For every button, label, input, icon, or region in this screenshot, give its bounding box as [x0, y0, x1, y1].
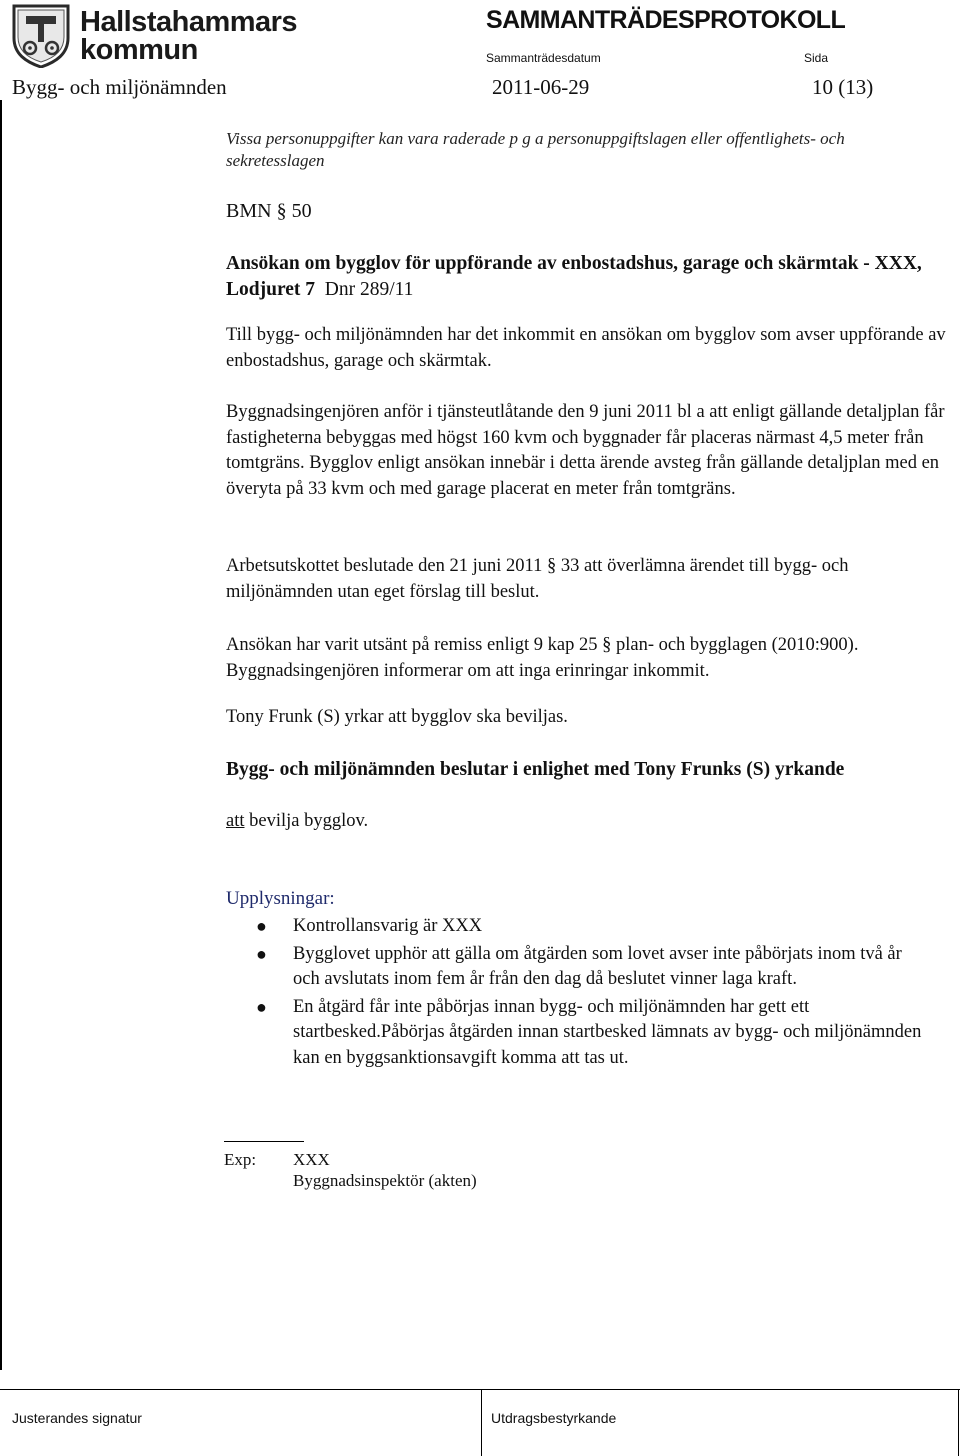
- document-type: SAMMANTRÄDESPROTOKOLL: [486, 6, 846, 34]
- paragraph-working-committee: Arbetsutskottet beslutade den 21 juni 2011 § 33 att överlämna ärendet till bygg- och miljönämnden utan eget förslag till beslut.: [226, 556, 849, 602]
- org-name-line2: kommun: [80, 34, 198, 66]
- distribution-rule: [224, 1141, 304, 1142]
- list-item-text: En åtgärd får inte påbörjas innan bygg- och miljönämnden har gett ett startbesked.Påbörjas åtgärden innan startbesked lämnats av bygg- och miljönämnden kan en byggsanktionsavgift komma att tas ut.: [293, 996, 922, 1068]
- case-title: Ansökan om bygglov för uppförande av enbostadshus, garage och skärmtak - XXX, Lodjuret 7: [226, 253, 922, 300]
- list-item-text: Kontrollansvarig är XXX: [293, 916, 483, 936]
- extract-certification-label: Utdragsbestyrkande: [491, 1410, 617, 1426]
- page-label: Sida: [804, 51, 829, 65]
- list-item: [226, 995, 926, 1072]
- distribution-label: Exp:: [224, 1150, 257, 1169]
- signature-label: Justerandes signatur: [12, 1410, 142, 1426]
- footer-column-divider: [481, 1389, 482, 1456]
- list-item-text: Bygglovet upphör att gälla om åtgärden som lovet avser inte påbörjats inom två år och avslutats inom fem år från den dag då beslutet vinner laga kraft.: [293, 943, 902, 989]
- left-margin-line: [0, 100, 2, 1370]
- footer-divider: [0, 1389, 960, 1390]
- list-item: [226, 914, 926, 940]
- decision-text: bevilja bygglov.: [244, 811, 369, 831]
- distribution-role: Byggnadsinspektör (akten): [293, 1171, 477, 1190]
- information-list: [226, 914, 926, 1073]
- case-dnr: Dnr 289/11: [324, 278, 414, 300]
- meeting-date: 2011-06-29: [492, 75, 590, 99]
- org-name-line1: Hallstahammars: [80, 6, 298, 38]
- bullet-dot-icon: ●: [256, 943, 267, 964]
- paragraph-application: Till bygg- och miljönämnden har det inkommit en ansökan om bygglov som avser uppförande av enbostadshus, garage och skärmtak.: [226, 325, 946, 371]
- decision-statement: Bygg- och miljönämnden beslutar i enlighet med Tony Frunks (S) yrkande: [226, 759, 845, 780]
- distribution-recipient: XXX: [293, 1150, 330, 1169]
- privacy-notice: Vissa personuppgifter kan vara raderade p g a personuppgiftslagen eller offentlighets- och sekretesslagen: [226, 129, 845, 170]
- list-item: [226, 942, 926, 993]
- coat-of-arms-icon: [10, 4, 72, 68]
- footer-right-border: [958, 1389, 959, 1456]
- date-label: Sammanträdesdatum: [486, 51, 601, 65]
- decision-clause: [226, 809, 946, 835]
- case-heading: [226, 251, 946, 302]
- att-word: att: [226, 811, 245, 831]
- section-number: BMN § 50: [226, 200, 312, 222]
- paragraph-referral: Ansökan har varit utsänt på remiss enligt 9 kap 25 § plan- och bygglagen (2010:900). Byggnadsingenjören informerar om att inga erinringar inkommit.: [226, 635, 859, 681]
- bullet-dot-icon: ●: [256, 916, 267, 936]
- page-number: 10 (13): [812, 75, 874, 99]
- information-heading: Upplysningar:: [226, 888, 335, 909]
- bullet-dot-icon: ●: [256, 996, 267, 1017]
- committee-name: Bygg- och miljönämnden: [12, 75, 227, 99]
- municipality-logo: [10, 4, 298, 68]
- paragraph-engineer-statement: Byggnadsingenjören anför i tjänsteutlåtande den 9 juni 2011 bl a att enligt gällande detaljplan får fastigheterna bebyggas med högst 160 kvm och byggnader får placeras närmast 4,5 meter från tomtgräns. Bygglov enligt ansökan innebär i detta ärende avsteg från gällande detaljplan med en överyta på 33 kvm och med garage placerat en meter från tomtgräns.: [226, 402, 945, 499]
- paragraph-proposal: Tony Frunk (S) yrkar att bygglov ska beviljas.: [226, 707, 568, 727]
